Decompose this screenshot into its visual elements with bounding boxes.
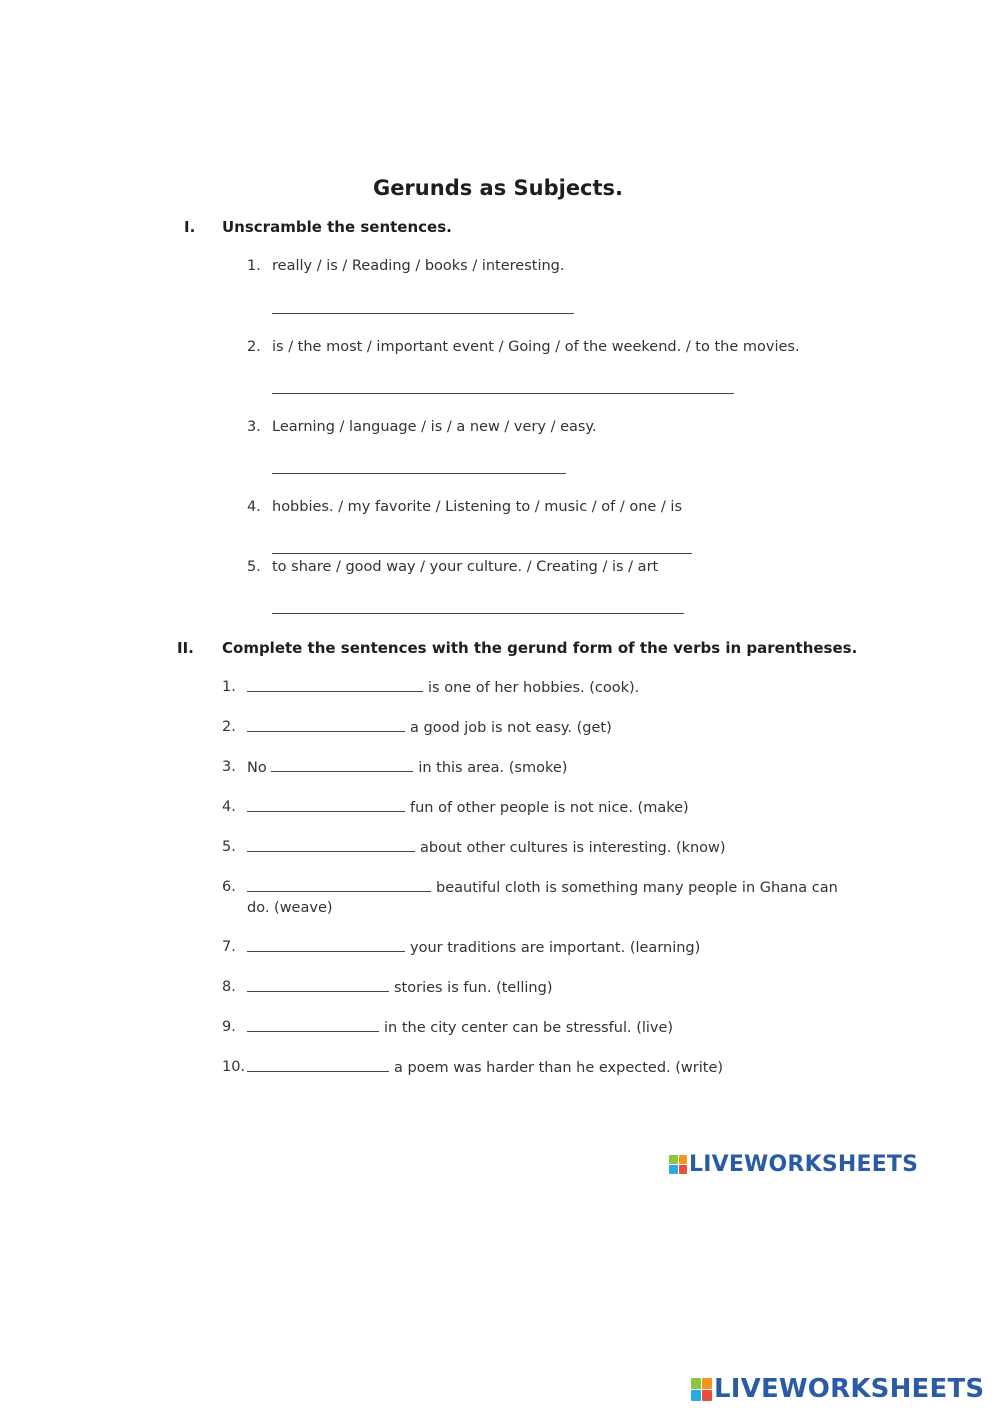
gerund-sentence: in the city center can be stressful. (live) bbox=[247, 1017, 673, 1038]
unscramble-item-number: 1. bbox=[247, 258, 261, 274]
footer-liveworksheets-logo-text: LIVEWORKSHEETS bbox=[714, 1374, 985, 1404]
answer-line[interactable] bbox=[272, 393, 734, 394]
gerund-sentence: is one of her hobbies. (cook). bbox=[247, 677, 639, 698]
gerund-sentence-continuation: do. (weave) bbox=[247, 900, 333, 916]
unscramble-item-number: 3. bbox=[247, 419, 261, 435]
gerund-item-number: 9. bbox=[222, 1019, 236, 1035]
gerund-blank[interactable] bbox=[247, 877, 431, 892]
section-1-numeral: I. bbox=[184, 218, 196, 236]
unscramble-item-text: to share / good way / your culture. / Creating / is / art bbox=[272, 559, 659, 575]
gerund-item-number: 4. bbox=[222, 799, 236, 815]
gerund-blank[interactable] bbox=[247, 797, 405, 812]
unscramble-item-text: hobbies. / my favorite / Listening to / music / of / one / is bbox=[272, 499, 683, 515]
page-title: Gerunds as Subjects. bbox=[372, 176, 624, 200]
gerund-sentence: your traditions are important. (learning) bbox=[247, 937, 700, 958]
gerund-blank[interactable] bbox=[247, 1057, 389, 1072]
gerund-sentence: fun of other people is not nice. (make) bbox=[247, 797, 689, 818]
unscramble-item-text: Learning / language / is / a new / very / easy. bbox=[272, 419, 597, 435]
answer-line[interactable] bbox=[272, 313, 574, 314]
gerund-blank[interactable] bbox=[247, 677, 423, 692]
answer-line[interactable] bbox=[272, 473, 566, 474]
gerund-item-number: 6. bbox=[222, 879, 236, 895]
liveworksheets-logo bbox=[669, 1152, 918, 1177]
gerund-sentence: a good job is not easy. (get) bbox=[247, 717, 612, 738]
gerund-item-number: 8. bbox=[222, 979, 236, 995]
answer-line[interactable] bbox=[272, 613, 684, 614]
unscramble-item-number: 4. bbox=[247, 499, 261, 515]
gerund-sentence: about other cultures is interesting. (know) bbox=[247, 837, 726, 858]
gerund-sentence: stories is fun. (telling) bbox=[247, 977, 552, 998]
section-2-numeral: II. bbox=[177, 639, 194, 657]
footer-liveworksheets-logo[interactable] bbox=[691, 1374, 984, 1404]
answer-line[interactable] bbox=[272, 553, 692, 554]
gerund-item-number: 7. bbox=[222, 939, 236, 955]
gerund-item-number: 2. bbox=[222, 719, 236, 735]
unscramble-item-text: is / the most / important event / Going / of the weekend. / to the movies. bbox=[272, 339, 800, 355]
section-2-heading: Complete the sentences with the gerund form of the verbs in parentheses. bbox=[222, 639, 858, 657]
gerund-item-number: 3. bbox=[222, 759, 236, 775]
gerund-blank[interactable] bbox=[247, 717, 405, 732]
liveworksheets-logo-icon bbox=[669, 1155, 687, 1174]
gerund-blank[interactable] bbox=[247, 937, 405, 952]
gerund-sentence: a poem was harder than he expected. (write) bbox=[247, 1057, 723, 1078]
gerund-sentence: No in this area. (smoke) bbox=[247, 757, 567, 778]
section-1-heading: Unscramble the sentences. bbox=[222, 218, 452, 236]
unscramble-item-text: really / is / Reading / books / interesting. bbox=[272, 258, 565, 274]
gerund-item-number: 1. bbox=[222, 679, 236, 695]
gerund-item-number: 10. bbox=[222, 1059, 246, 1075]
unscramble-item-number: 5. bbox=[247, 559, 261, 575]
gerund-blank[interactable] bbox=[247, 1017, 379, 1032]
gerund-blank[interactable] bbox=[247, 977, 389, 992]
gerund-item-number: 5. bbox=[222, 839, 236, 855]
gerund-blank[interactable] bbox=[271, 757, 413, 772]
gerund-sentence: beautiful cloth is something many people in Ghana can bbox=[247, 877, 838, 898]
gerund-blank[interactable] bbox=[247, 837, 415, 852]
unscramble-item-number: 2. bbox=[247, 339, 261, 355]
liveworksheets-logo-text: LIVEWORKSHEETS bbox=[689, 1152, 919, 1177]
liveworksheets-logo-icon bbox=[691, 1378, 712, 1401]
